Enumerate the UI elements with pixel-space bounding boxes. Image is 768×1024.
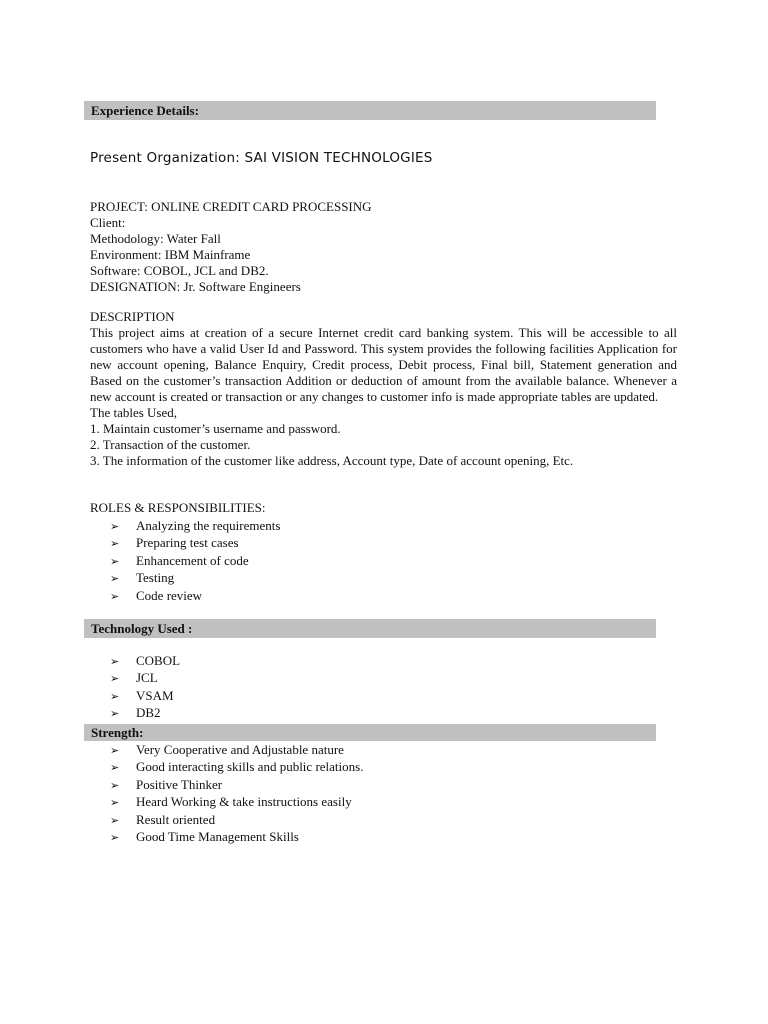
description-body: This project aims at creation of a secure Internet credit card banking system. This will be accessible to all customers who have a valid User Id and Password. This system provides the following facilities Application for new account opening, Balance Enquiry, Credit process, Debit process, Final bill, Statement generation and Based on the customer’s transaction Addition or deduction of amount from the available balance. Whenever a new account is created or transaction or any changes to customer info is made appropriate tables are updated.: [90, 325, 677, 404]
arrow-bullet-icon: ➢: [110, 572, 120, 586]
project-client: Client:: [90, 215, 126, 230]
org-name: SAI VISION TECHNOLOGIES: [244, 150, 433, 166]
technology-list: [110, 652, 180, 722]
list-item: ➢ Code review: [110, 587, 203, 603]
table-item-2: 2. Transaction of the customer.: [90, 437, 251, 452]
arrow-bullet-icon: ➢: [110, 672, 120, 686]
description-section: [90, 309, 677, 469]
project-details: [90, 199, 677, 295]
list-item: ➢ Very Cooperative and Adjustable nature: [110, 742, 344, 757]
project-software: Software: COBOL, JCL and DB2.: [90, 263, 269, 278]
arrow-bullet-icon: ➢: [110, 520, 120, 533]
present-organization: [90, 150, 433, 167]
list-item: ➢ Result oriented: [110, 811, 216, 827]
project-designation: DESIGNATION: Jr. Software Engineers: [90, 279, 301, 294]
roles-heading: ROLES & RESPONSIBILITIES:: [90, 500, 266, 515]
arrow-bullet-icon: ➢: [110, 589, 120, 603]
arrow-bullet-icon: ➢: [110, 707, 120, 721]
arrow-bullet-icon: ➢: [110, 796, 120, 810]
arrow-bullet-icon: ➢: [110, 813, 120, 827]
arrow-bullet-icon: ➢: [110, 655, 120, 668]
list-item: ➢ Good Time Management Skills: [110, 828, 299, 844]
list-item: ➢ Preparing test cases: [110, 535, 239, 551]
list-item: ➢ COBOL: [110, 653, 181, 668]
list-item: ➢ JCL: [110, 670, 158, 686]
list-item: ➢ Enhancement of code: [110, 552, 249, 568]
arrow-bullet-icon: ➢: [110, 537, 120, 551]
project-title: PROJECT: ONLINE CREDIT CARD PROCESSING: [90, 199, 372, 214]
technology-used-header: Technology Used :: [84, 619, 656, 638]
description-heading: DESCRIPTION: [90, 309, 175, 324]
arrow-bullet-icon: ➢: [110, 761, 120, 775]
tables-intro: The tables Used,: [90, 405, 178, 420]
arrow-bullet-icon: ➢: [110, 744, 120, 757]
table-item-3: 3. The information of the customer like address, Account type, Date of account opening, Etc.: [90, 453, 574, 468]
org-label: Present Organization:: [90, 150, 240, 166]
list-item: ➢ DB2: [110, 705, 161, 721]
table-item-1: 1. Maintain customer’s username and password.: [90, 421, 341, 436]
arrow-bullet-icon: ➢: [110, 554, 120, 568]
roles-list: [110, 517, 280, 604]
arrow-bullet-icon: ➢: [110, 689, 120, 703]
arrow-bullet-icon: ➢: [110, 778, 120, 792]
experience-details-header: Experience Details:: [84, 101, 656, 120]
project-methodology: Methodology: Water Fall: [90, 231, 221, 246]
strength-header: Strength:: [84, 724, 656, 741]
list-item: ➢ Analyzing the requirements: [110, 518, 281, 533]
arrow-bullet-icon: ➢: [110, 830, 120, 844]
list-item: ➢ Heard Working & take instructions easily: [110, 794, 352, 810]
list-item: ➢ Good interacting skills and public relations.: [110, 759, 364, 775]
strength-list: [110, 741, 363, 845]
project-environment: Environment: IBM Mainframe: [90, 247, 251, 262]
list-item: ➢ VSAM: [110, 687, 174, 703]
list-item: ➢ Testing: [110, 570, 175, 586]
list-item: ➢ Positive Thinker: [110, 776, 223, 792]
